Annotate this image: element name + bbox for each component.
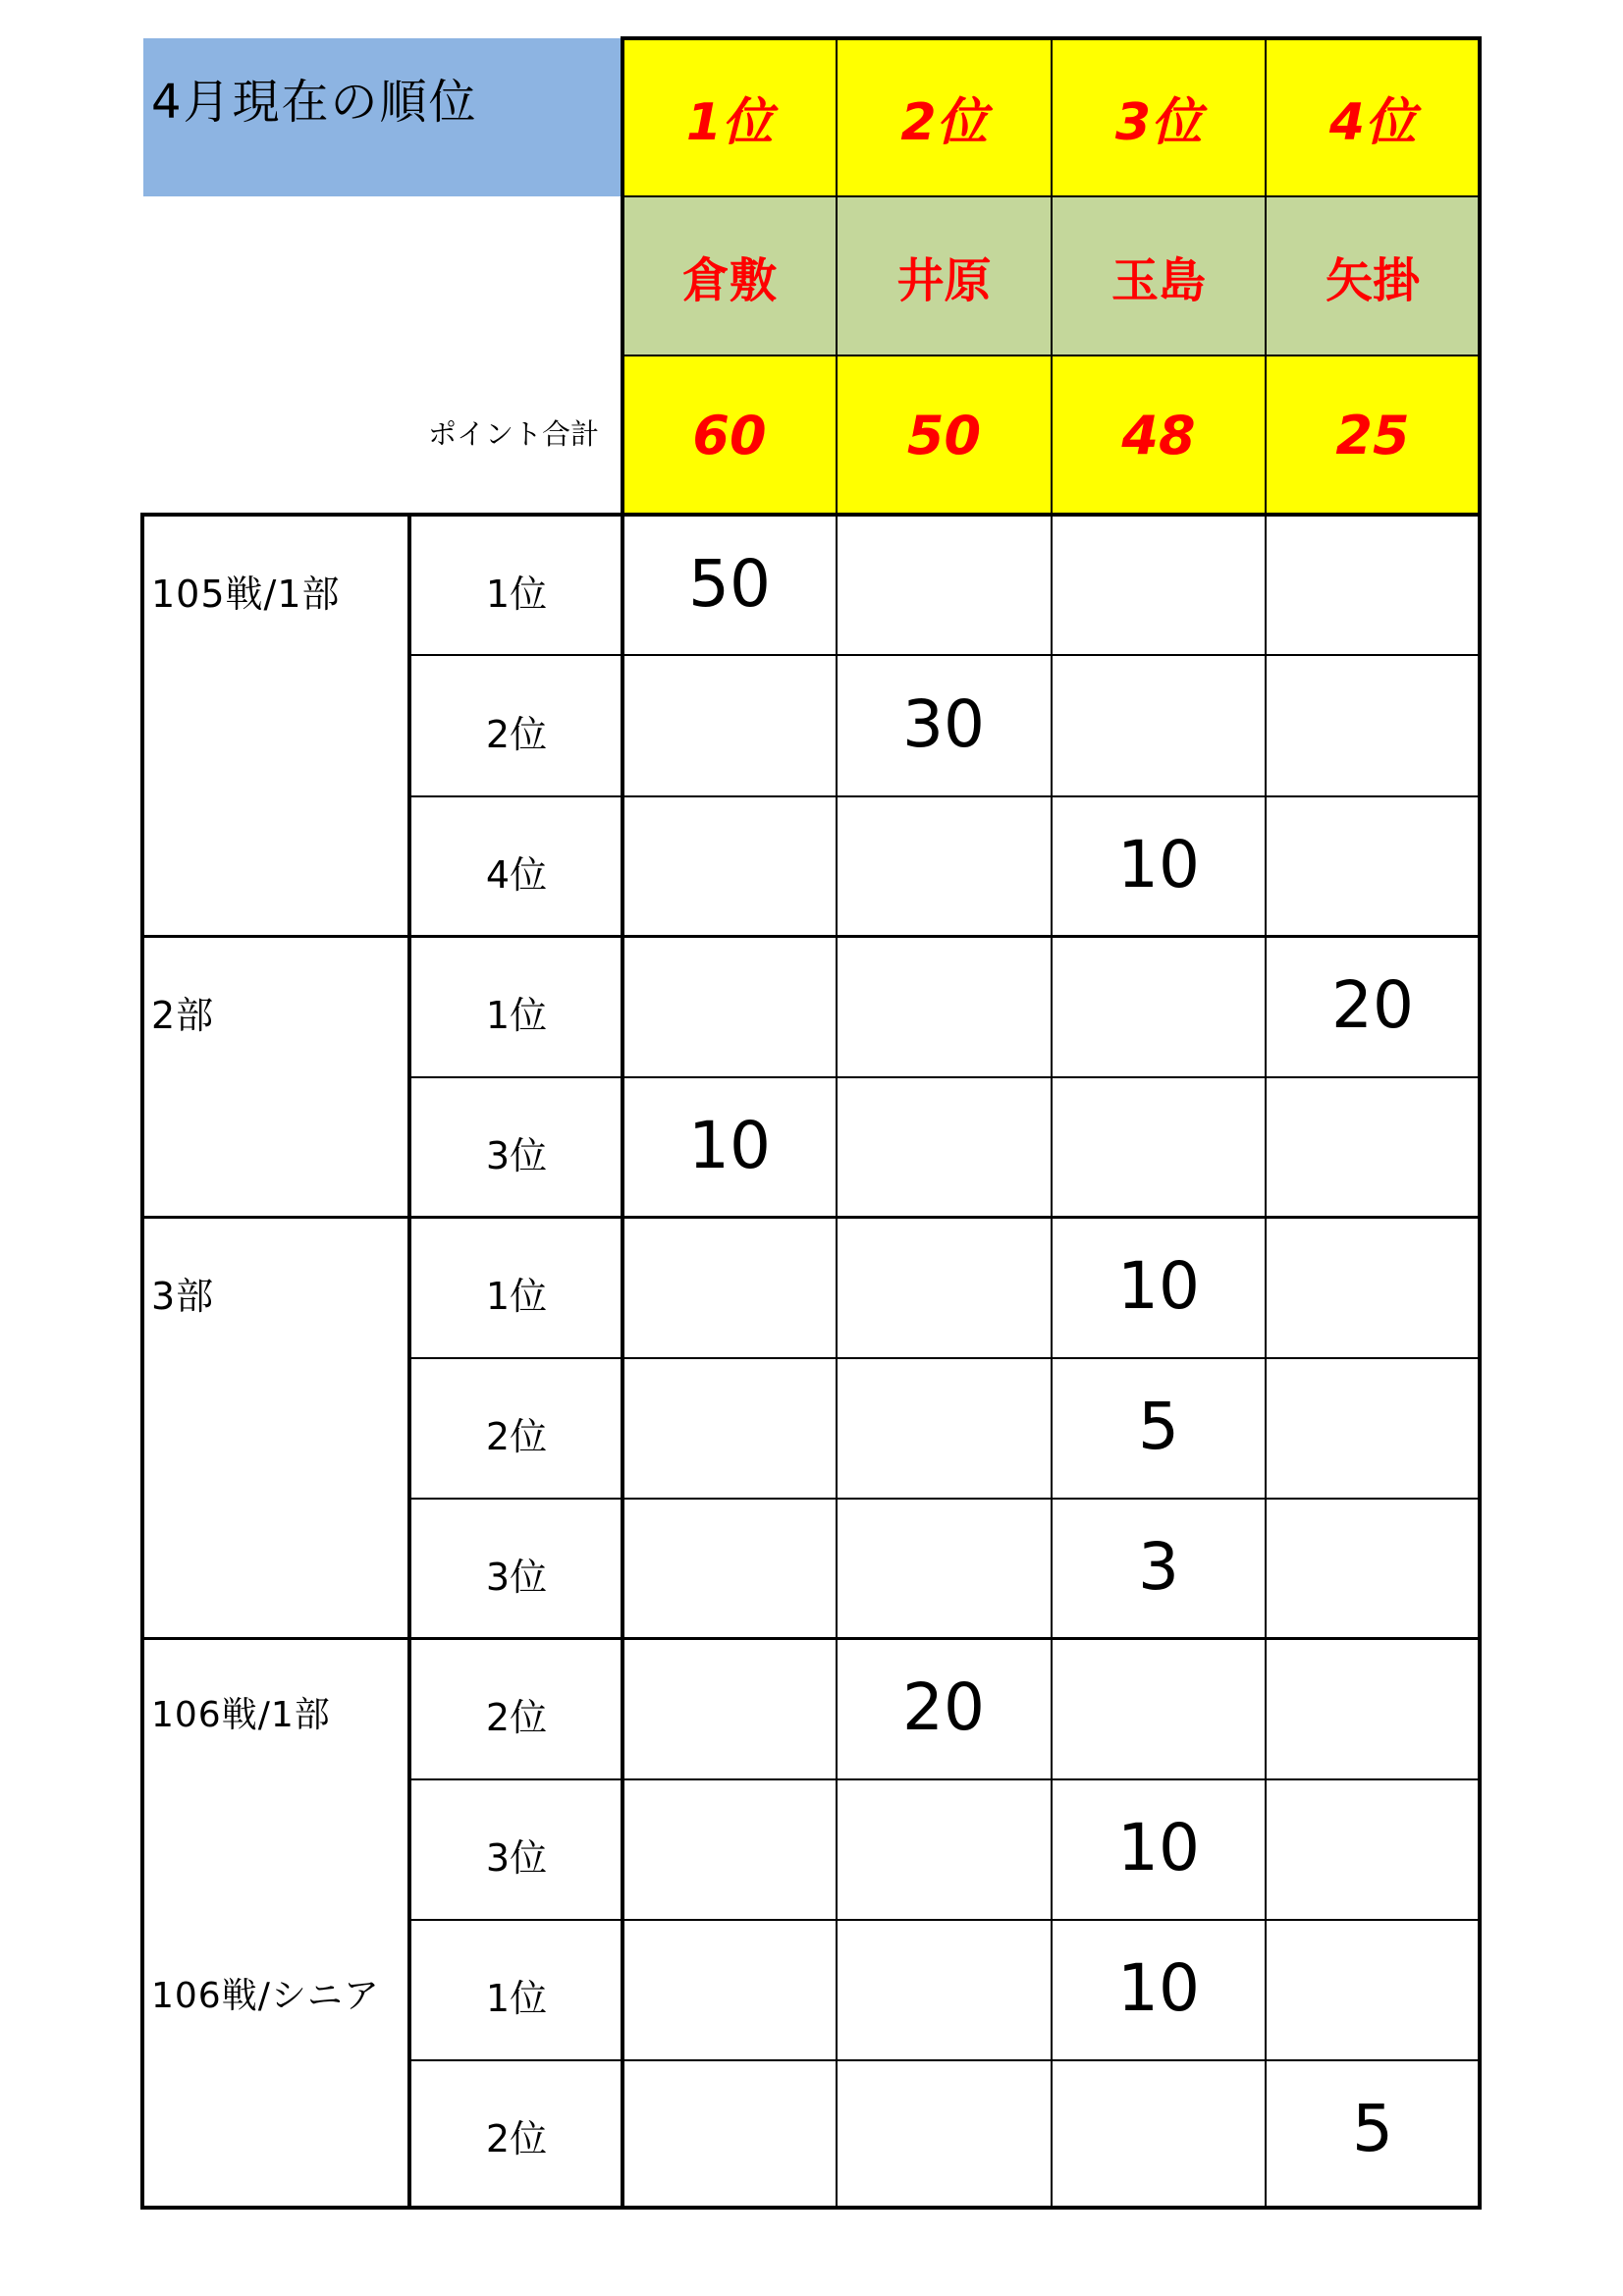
point-value: 5 [1352, 2091, 1393, 2166]
row-rank: 4位 [485, 853, 548, 897]
row-rank: 1位 [485, 573, 548, 616]
point-value: 10 [1117, 1248, 1200, 1324]
row-rank: 1位 [485, 1275, 548, 1318]
header-rank-4: 4位 [1266, 38, 1480, 196]
row-rank: 3位 [485, 1134, 548, 1177]
point-value: 10 [1117, 1810, 1200, 1886]
point-value: 5 [1138, 1389, 1179, 1464]
point-value: 3 [1138, 1529, 1179, 1605]
grid-line [1478, 36, 1482, 516]
point-value: 10 [688, 1108, 771, 1183]
point-value: 10 [1117, 827, 1200, 902]
grid-line [621, 36, 624, 516]
header-team-2: 井原 [837, 196, 1052, 355]
point-value: 20 [1331, 967, 1414, 1043]
row-rank: 2位 [485, 2117, 548, 2160]
grid-line [1478, 513, 1482, 2210]
row-rank: 2位 [485, 1696, 548, 1739]
header-total-2: 50 [837, 355, 1052, 515]
point-value: 50 [688, 546, 771, 622]
header-rank-2: 2位 [837, 38, 1052, 196]
grid-line [407, 513, 411, 2210]
header-team-1: 倉敷 [622, 196, 837, 355]
point-value: 20 [902, 1669, 985, 1745]
grid-line [1051, 38, 1053, 516]
grid-line [140, 2206, 1482, 2210]
grid-line [409, 1498, 1480, 1500]
group-label-2: 2部 [151, 994, 215, 1037]
row-rank: 2位 [485, 1415, 548, 1458]
grid-line [140, 935, 1482, 938]
grid-line [1265, 38, 1267, 516]
grid-line [409, 654, 1480, 656]
header-total-4: 25 [1266, 355, 1480, 515]
group-label-106-senior: 106戦/シニア [151, 1976, 380, 2016]
grid-line [409, 2059, 1480, 2061]
header-team-3: 玉島 [1052, 196, 1266, 355]
grid-line [140, 513, 1482, 517]
header-total-3: 48 [1052, 355, 1266, 515]
group-label-3: 3部 [151, 1275, 215, 1318]
grid-line [140, 1637, 1482, 1640]
row-rank: 3位 [485, 1836, 548, 1880]
group-label-106-1: 106戦/1部 [151, 1695, 331, 1735]
points-total-label: ポイント合計 [427, 417, 599, 451]
grid-line [140, 1216, 1482, 1219]
grid-line [409, 1778, 1480, 1780]
grid-line [836, 38, 838, 516]
grid-line [409, 1076, 1480, 1078]
header-rank-3: 3位 [1052, 38, 1266, 196]
grid-line [409, 1919, 1480, 1921]
header-rank-1: 1位 [622, 38, 837, 196]
page-title: 4月現在の順位 [151, 75, 478, 130]
header-total-1: 60 [622, 355, 837, 515]
grid-line [409, 795, 1480, 797]
grid-line [621, 513, 624, 2210]
grid-line [140, 513, 144, 2210]
title-block [143, 38, 622, 196]
group-label-105-1: 105戦/1部 [151, 573, 341, 616]
row-rank: 1位 [485, 994, 548, 1037]
row-rank: 1位 [485, 1977, 548, 2020]
row-rank: 2位 [485, 713, 548, 756]
grid-line [409, 1357, 1480, 1359]
header-team-4: 矢掛 [1266, 196, 1480, 355]
point-value: 30 [902, 686, 985, 762]
grid-line [836, 515, 838, 2208]
row-rank: 3位 [485, 1556, 548, 1599]
point-value: 10 [1117, 1950, 1200, 2026]
